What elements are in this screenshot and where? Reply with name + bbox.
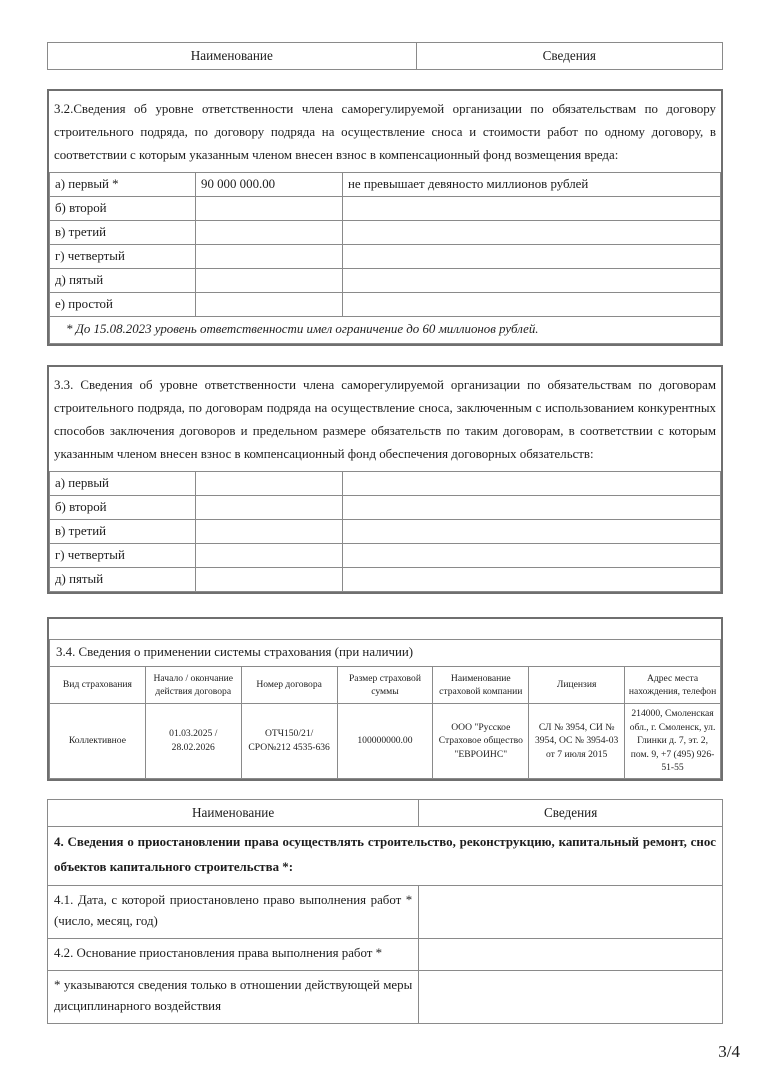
company-address: 214000, Смоленская обл., г. Смоленск, ул. Глинки д. 7, эт. 2, пом. 9, +7 (495) 926-51-55 — [625, 704, 721, 779]
table-row — [48, 885, 723, 938]
level-value — [196, 568, 343, 592]
insurance-data-row — [50, 704, 721, 779]
level-label: а) первый * — [50, 173, 196, 197]
table-row — [50, 640, 721, 667]
level-value — [196, 197, 343, 221]
level-value — [196, 496, 343, 520]
table-row — [50, 269, 721, 293]
level-value — [196, 544, 343, 568]
row-4-1-value — [419, 885, 723, 938]
header-table — [47, 42, 723, 70]
level-value — [196, 269, 343, 293]
level-value: 90 000 000.00 — [196, 173, 343, 197]
table-row — [50, 568, 721, 592]
level-label: в) третий — [50, 520, 196, 544]
section-3-3-box — [47, 365, 723, 594]
col-address: Адрес места нахождения, телефон — [625, 667, 721, 704]
table-row — [50, 293, 721, 317]
row-4-2-label: 4.2. Основание приостановления права выполнения работ * — [48, 938, 419, 970]
insurance-header-row — [50, 667, 721, 704]
table-row — [48, 970, 723, 1023]
table-row — [50, 245, 721, 269]
table-row — [50, 520, 721, 544]
level-value — [196, 245, 343, 269]
page-content — [47, 42, 723, 1024]
header-info-cell: Сведения — [416, 43, 722, 70]
table-row — [48, 799, 723, 826]
level-note — [343, 293, 721, 317]
table-row — [50, 197, 721, 221]
section-3-3-table — [49, 471, 721, 592]
col-company-name: Наименование страховой компании — [433, 667, 529, 704]
col-contract-period: Начало / окончание действия договора — [145, 667, 241, 704]
level-note — [343, 568, 721, 592]
level-note — [343, 520, 721, 544]
header-name-cell: Наименование — [48, 43, 417, 70]
company-name: ООО "Русское Страховое общество "ЕВРОИНС" — [433, 704, 529, 779]
level-label: г) четвертый — [50, 245, 196, 269]
col-insurance-type: Вид страхования — [50, 667, 146, 704]
insured-sum: 100000000.00 — [337, 704, 433, 779]
table-row — [50, 544, 721, 568]
level-label: в) третий — [50, 221, 196, 245]
section-4-footnote: * указываются сведения только в отношении действующей меры дисциплинарного воздействия — [48, 970, 419, 1023]
table-row — [50, 221, 721, 245]
section-3-4-box — [47, 617, 723, 781]
insurance-type: Коллективное — [50, 704, 146, 779]
table-row — [48, 826, 723, 885]
section-3-2-footnote: * До 15.08.2023 уровень ответственности имел ограничение до 60 миллионов рублей. — [50, 317, 721, 344]
level-label: д) пятый — [50, 568, 196, 592]
level-note — [343, 221, 721, 245]
table-row — [50, 173, 721, 197]
level-note — [343, 269, 721, 293]
level-value — [196, 520, 343, 544]
level-label: б) второй — [50, 197, 196, 221]
col-license: Лицензия — [529, 667, 625, 704]
row-4-2-value — [419, 938, 723, 970]
page-number: 3/4 — [718, 1042, 740, 1061]
section-3-2-box — [47, 89, 723, 346]
table-row — [50, 472, 721, 496]
section-4-table — [47, 799, 723, 1024]
col-insured-sum: Размер страховой суммы — [337, 667, 433, 704]
level-note — [343, 197, 721, 221]
section-4-title: 4. Сведения о приостановлении права осуществлять строительство, реконструкцию, капитальный ремонт, снос объектов капитального строительства *: — [48, 826, 723, 885]
section-3-2-table — [49, 172, 721, 344]
level-note — [343, 245, 721, 269]
table-row — [48, 938, 723, 970]
table-row — [50, 317, 721, 344]
level-label: е) простой — [50, 293, 196, 317]
insurance-table — [49, 639, 721, 779]
row-4-1-label: 4.1. Дата, с которой приостановлено право выполнения работ * (число, месяц, год) — [48, 885, 419, 938]
level-note — [343, 544, 721, 568]
col-contract-number: Номер договора — [241, 667, 337, 704]
level-label: д) пятый — [50, 269, 196, 293]
level-note: не превышает девяносто миллионов рублей — [343, 173, 721, 197]
header-info-cell: Сведения — [419, 799, 723, 826]
header-name-cell: Наименование — [48, 799, 419, 826]
section-4-footnote-value — [419, 970, 723, 1023]
contract-number: ОТЧ150/21/СРО№212 4535-636 — [241, 704, 337, 779]
level-value — [196, 472, 343, 496]
level-value — [196, 221, 343, 245]
table-row — [50, 496, 721, 520]
level-label: б) второй — [50, 496, 196, 520]
license-info: СЛ № 3954, СИ № 3954, ОС № 3954-03 от 7 июля 2015 — [529, 704, 625, 779]
section-3-2-title: 3.2.Сведения об уровне ответственности члена саморегулируемой организации по обязательствам по договору строительного подряда, по договору подряда на осуществление сноса и стоимости работ по одному договору, в соответствии с которым указанным членом внесен взнос в компенсационный фонд возмещения вреда: — [54, 102, 716, 162]
level-label: а) первый — [50, 472, 196, 496]
level-note — [343, 472, 721, 496]
table-row — [48, 43, 723, 70]
section-3-3-title: 3.3. Сведения об уровне ответственности члена саморегулируемой организации по обязательствам по договорам строительного подряда, по договорам подряда на осуществление сноса, заключенным с использованием конкурентных способов заключения договоров и предельном размере обязательств по таким договорам, в соответствии с которым указанным членом внесен взнос в компенсационный фонд обеспечения договорных обязательств: — [54, 378, 716, 461]
level-value — [196, 293, 343, 317]
level-label: г) четвертый — [50, 544, 196, 568]
contract-period: 01.03.2025 / 28.02.2026 — [145, 704, 241, 779]
level-note — [343, 496, 721, 520]
section-3-4-title: 3.4. Сведения о применении системы страхования (при наличии) — [50, 640, 721, 667]
